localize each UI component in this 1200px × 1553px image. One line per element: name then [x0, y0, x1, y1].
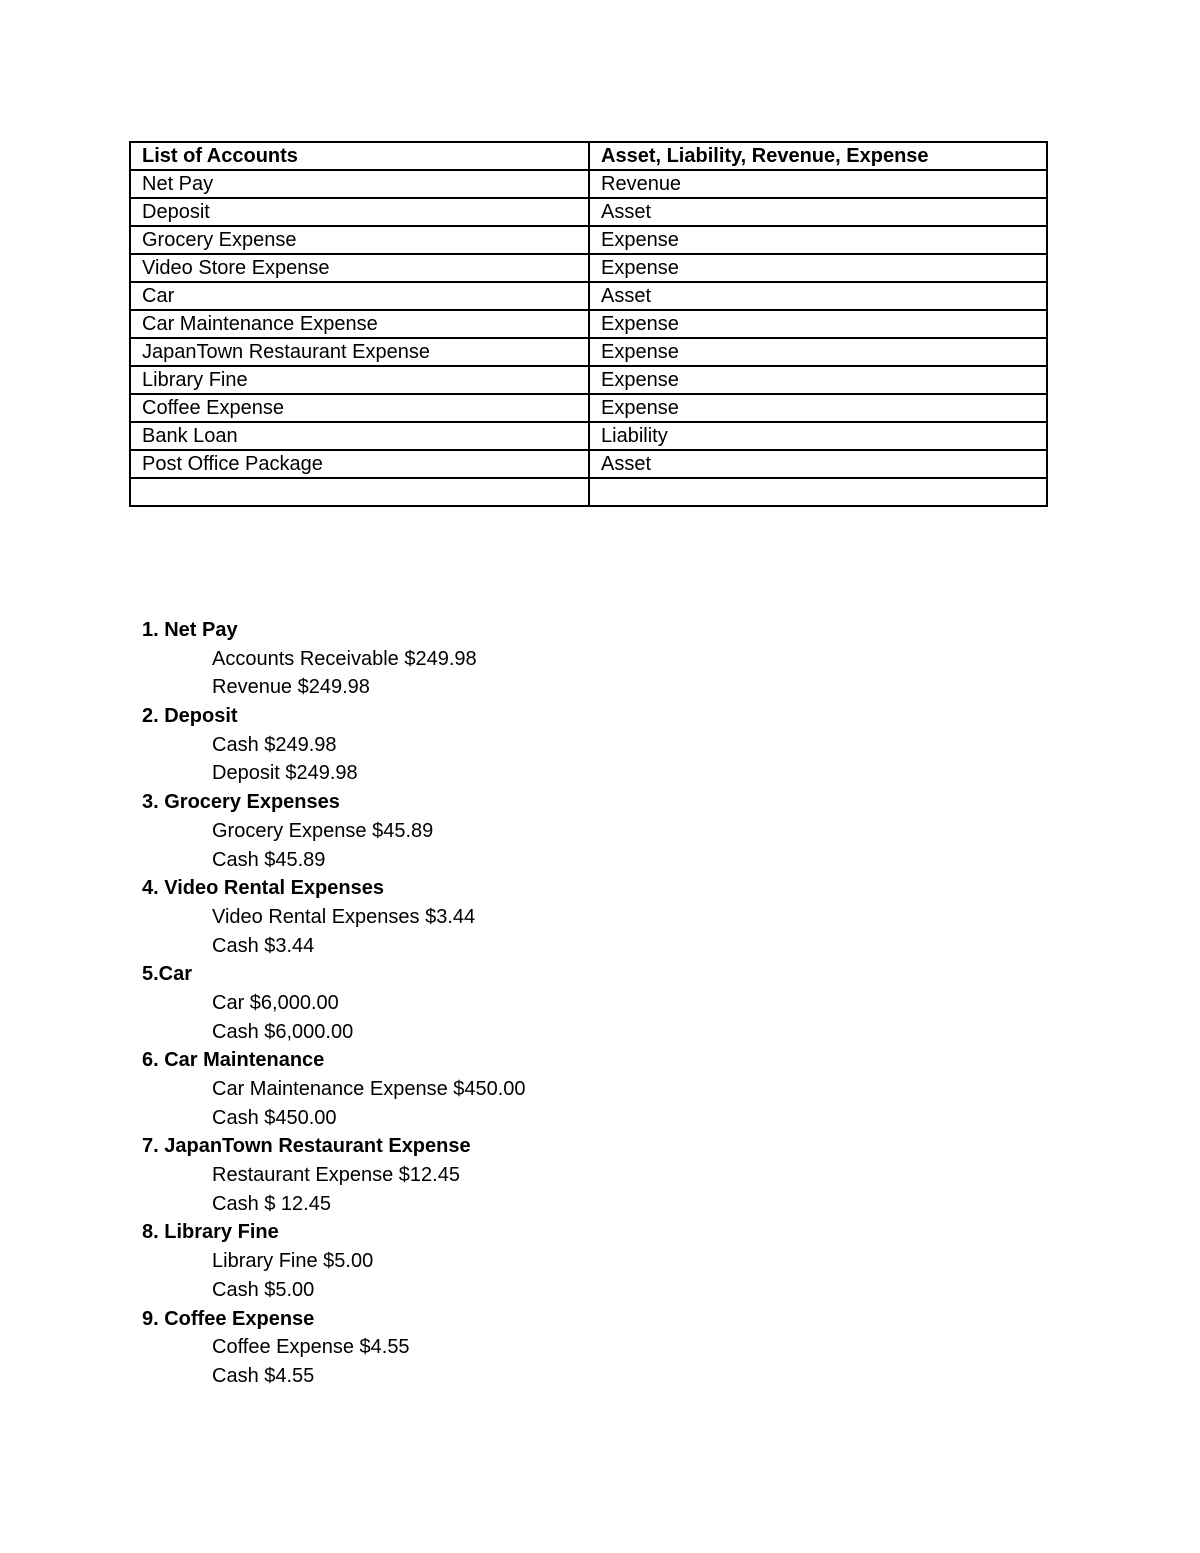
entry-debit-line: Coffee Expense $4.55 [212, 1336, 410, 1359]
entry-title: 1. Net Pay [142, 619, 238, 641]
account-type-cell: Asset [589, 282, 1047, 310]
journal-entry [142, 788, 842, 874]
account-type-cell: Asset [589, 450, 1047, 478]
entry-title: 3. Grocery Expenses [142, 791, 340, 814]
account-type-cell: Liability [589, 422, 1047, 450]
entry-credit-line: Cash $450.00 [212, 1106, 337, 1129]
entry-credit-line: Cash $5.00 [212, 1278, 315, 1301]
table-row [130, 254, 1047, 282]
entry-title: 7. JapanTown Restaurant Expense [142, 1135, 471, 1158]
account-type-cell: Asset [589, 198, 1047, 226]
account-type-cell: Expense [589, 394, 1047, 422]
table-row [130, 422, 1047, 450]
account-name-cell: Coffee Expense [130, 394, 589, 422]
entry-title: 2. Deposit [142, 705, 238, 728]
entry-credit-line: Deposit $249.98 [212, 762, 358, 785]
journal-entry [142, 1046, 842, 1132]
account-type-cell: Expense [589, 254, 1047, 282]
table-row [130, 450, 1047, 478]
entry-credit-line: Revenue $249.98 [212, 676, 370, 699]
entry-debit-line: Car $6,000.00 [212, 991, 339, 1014]
entry-debit-line: Accounts Receivable $249.98 [212, 647, 477, 670]
entry-credit-line: Cash $ 12.45 [212, 1192, 331, 1215]
table-row [130, 394, 1047, 422]
journal-entries [142, 616, 842, 1391]
account-type-cell: Expense [589, 226, 1047, 254]
header-list-of-accounts: List of Accounts [130, 142, 589, 170]
journal-entry [142, 1305, 842, 1391]
account-type-cell: Expense [589, 338, 1047, 366]
entry-debit-line: Library Fine $5.00 [212, 1250, 374, 1273]
account-name-cell [130, 478, 589, 506]
account-type-cell: Expense [589, 366, 1047, 394]
account-name-cell: Car [130, 282, 589, 310]
table-row [130, 310, 1047, 338]
entry-credit-line: Cash $6,000.00 [212, 1020, 354, 1043]
entry-title: 6. Car Maintenance [142, 1049, 325, 1072]
entry-title: 4. Video Rental Expenses [142, 877, 384, 900]
account-type-cell [589, 478, 1047, 506]
table-header-row [130, 142, 1047, 170]
header-account-type: Asset, Liability, Revenue, Expense [589, 142, 1047, 170]
account-name-cell: Deposit [130, 198, 589, 226]
account-name-cell: Bank Loan [130, 422, 589, 450]
entry-debit-line: Car Maintenance Expense $450.00 [212, 1078, 526, 1100]
entry-title: 5.Car [142, 963, 193, 986]
journal-entry [142, 960, 842, 1046]
account-type-cell: Revenue [589, 170, 1047, 198]
table-row [130, 198, 1047, 226]
account-name-cell: JapanTown Restaurant Expense [130, 338, 589, 366]
account-name-cell: Post Office Package [130, 450, 589, 478]
table-row [130, 226, 1047, 254]
journal-entry [142, 616, 842, 702]
account-name-cell: Net Pay [130, 170, 589, 198]
accounts-table [129, 141, 1048, 507]
entry-debit-line: Cash $249.98 [212, 733, 337, 756]
entry-credit-line: Cash $3.44 [212, 934, 315, 957]
table-row [130, 366, 1047, 394]
account-name-cell: Car Maintenance Expense [130, 310, 589, 338]
entry-credit-line: Cash $4.55 [212, 1364, 315, 1387]
entry-credit-line: Cash $45.89 [212, 848, 326, 871]
account-type-cell: Expense [589, 310, 1047, 338]
entry-title: 9. Coffee Expense [142, 1307, 315, 1330]
table-row [130, 170, 1047, 198]
entry-title: 8. Library Fine [142, 1221, 279, 1244]
entry-debit-line: Grocery Expense $45.89 [212, 819, 434, 842]
entry-debit-line: Video Rental Expenses $3.44 [212, 905, 476, 928]
journal-entry [142, 874, 842, 960]
table-row [130, 282, 1047, 310]
journal-entry [142, 1218, 842, 1304]
account-name-cell: Library Fine [130, 366, 589, 394]
journal-entry [142, 702, 842, 788]
table-row-empty [130, 478, 1047, 506]
account-name-cell: Grocery Expense [130, 226, 589, 254]
entry-debit-line: Restaurant Expense $12.45 [212, 1164, 460, 1187]
table-row [130, 338, 1047, 366]
journal-entry [142, 1132, 842, 1218]
account-name-cell: Video Store Expense [130, 254, 589, 282]
